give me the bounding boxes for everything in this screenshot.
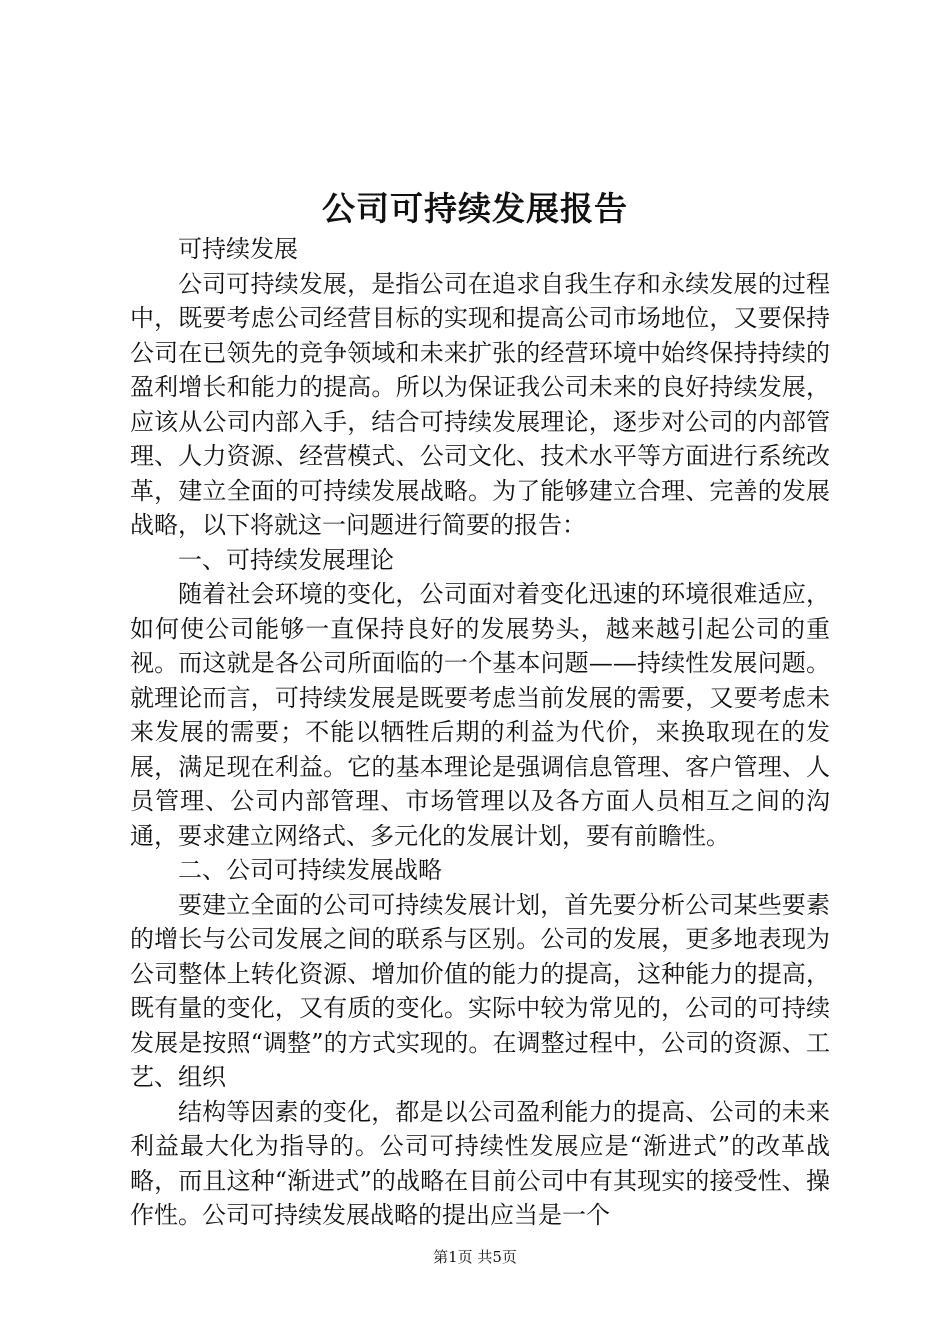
paragraph: 公司可持续发展，是指公司在追求自我生存和永续发展的过程中，既要考虑公司经营目标的实现和提高公司市场地位，又要保持公司在已领先的竞争领域和未来扩张的经营环境中始终保持持续的盈利增长和能力的提高。所以为保证我公司未来的良好持续发展，应该从公司内部入手，结合可持续发展理论，逐步对公司的内部管理、人力资源、经营模式、公司文化、技术水平等方面进行系统改革，建立全面的可持续发展战略。为了能够建立合理、完善的发展战略，以下将就这一问题进行简要的报告： — [130, 269, 830, 539]
document-body — [130, 232, 830, 1233]
paragraph: 要建立全面的公司可持续发展计划，首先要分析公司某些要素的增长与公司发展之间的联系与区别。公司的发展，更多地表现为公司整体上转化资源、增加价值的能力的提高，这种能力的提高，既有量的变化，又有质的变化。实际中较为常见的，公司的可持续发展是按照“调整”的方式实现的。在调整过程中，公司的资源、工艺、组织 — [130, 890, 830, 1091]
page-footer: 第1页 共5页 — [433, 1248, 517, 1266]
paragraph: 随着社会环境的变化，公司面对着变化迅速的环境很难适应，如何使公司能够一直保持良好的发展势头，越来越引起公司的重视。而这就是各公司所面临的一个基本问题——持续性发展问题。就理论而言，可持续发展是既要考虑当前发展的需要，又要考虑未来发展的需要；不能以牺牲后期的利益为代价，来换取现在的发展，满足现在利益。它的基本理论是强调信息管理、客户管理、人员管理、公司内部管理、市场管理以及各方面人员相互之间的沟通，要求建立网络式、多元化的发展计划，要有前瞻性。 — [130, 580, 830, 850]
section-heading: 二、公司可持续发展战略 — [178, 856, 442, 884]
section-heading: 一、可持续发展理论 — [178, 545, 394, 574]
paragraph: 结构等因素的变化，都是以公司盈利能力的提高、公司的未来利益最大化为指导的。公司可持续性发展应是“渐进式”的改革战略，而且这种“渐进式”的战略在目前公司中有其现实的接受性、操作性。公司可持续发展战略的提出应当是一个 — [130, 1097, 830, 1229]
document-title: 公司可持续发展报告 — [322, 189, 628, 228]
section-heading: 可持续发展 — [178, 235, 298, 263]
